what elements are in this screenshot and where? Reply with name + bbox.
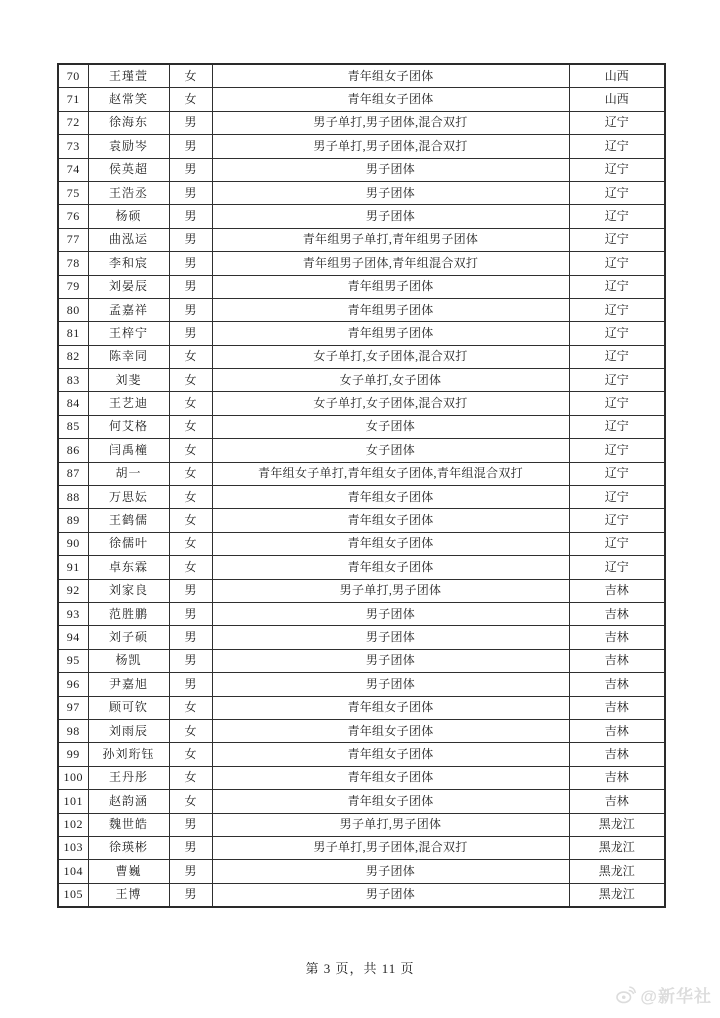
cell-name: 王瑾萱 [88, 64, 169, 88]
cell-events: 青年组女子团体 [212, 88, 569, 111]
watermark-text: @新华社 [640, 987, 712, 1006]
cell-province: 辽宁 [569, 509, 665, 532]
cell-number: 96 [58, 673, 88, 696]
cell-gender: 男 [169, 205, 212, 228]
cell-events: 男子团体 [212, 205, 569, 228]
table-row [58, 743, 665, 766]
cell-province: 黑龙江 [569, 813, 665, 836]
cell-name: 闫禹橦 [88, 439, 169, 462]
cell-province: 辽宁 [569, 205, 665, 228]
cell-number: 77 [58, 228, 88, 251]
cell-gender: 女 [169, 64, 212, 88]
page-number-footer: 第 3 页，共 11 页 [305, 961, 415, 976]
table-row [58, 790, 665, 813]
cell-province: 山西 [569, 64, 665, 88]
cell-events: 男子单打,男子团体 [212, 813, 569, 836]
cell-province: 辽宁 [569, 135, 665, 158]
cell-name: 卓东霖 [88, 556, 169, 579]
cell-events: 青年组女子团体 [212, 719, 569, 742]
cell-events: 男子单打,男子团体 [212, 579, 569, 602]
cell-number: 86 [58, 439, 88, 462]
table-row [58, 322, 665, 345]
cell-province: 吉林 [569, 696, 665, 719]
cell-province: 辽宁 [569, 252, 665, 275]
cell-gender: 女 [169, 88, 212, 111]
table-row [58, 135, 665, 158]
cell-province: 辽宁 [569, 415, 665, 438]
cell-number: 75 [58, 181, 88, 204]
table-row [58, 111, 665, 134]
cell-events: 女子团体 [212, 415, 569, 438]
cell-name: 王博 [88, 883, 169, 907]
cell-name: 胡一 [88, 462, 169, 485]
cell-number: 70 [58, 64, 88, 88]
weibo-icon [615, 986, 637, 1004]
cell-number: 104 [58, 860, 88, 883]
cell-number: 90 [58, 532, 88, 555]
cell-events: 男子团体 [212, 673, 569, 696]
cell-events: 青年组女子团体 [212, 743, 569, 766]
cell-number: 78 [58, 252, 88, 275]
table-row [58, 860, 665, 883]
cell-gender: 女 [169, 719, 212, 742]
cell-gender: 女 [169, 532, 212, 555]
cell-gender: 男 [169, 298, 212, 321]
cell-name: 徐儒叶 [88, 532, 169, 555]
cell-name: 刘斐 [88, 369, 169, 392]
cell-events: 青年组女子团体 [212, 532, 569, 555]
cell-name: 徐瑛彬 [88, 836, 169, 859]
cell-province: 辽宁 [569, 275, 665, 298]
cell-name: 刘雨辰 [88, 719, 169, 742]
cell-province: 山西 [569, 88, 665, 111]
cell-gender: 男 [169, 602, 212, 625]
roster-table-body [58, 64, 665, 907]
cell-gender: 男 [169, 275, 212, 298]
cell-number: 89 [58, 509, 88, 532]
cell-gender: 男 [169, 135, 212, 158]
cell-number: 80 [58, 298, 88, 321]
table-row [58, 462, 665, 485]
table-row [58, 64, 665, 88]
cell-number: 99 [58, 743, 88, 766]
cell-name: 刘子硕 [88, 626, 169, 649]
watermark [615, 982, 712, 1007]
cell-gender: 女 [169, 369, 212, 392]
cell-number: 83 [58, 369, 88, 392]
cell-number: 87 [58, 462, 88, 485]
table-row [58, 205, 665, 228]
cell-gender: 女 [169, 743, 212, 766]
table-row [58, 719, 665, 742]
cell-gender: 男 [169, 322, 212, 345]
cell-name: 袁励岑 [88, 135, 169, 158]
cell-province: 黑龙江 [569, 883, 665, 907]
cell-province: 辽宁 [569, 298, 665, 321]
cell-events: 青年组女子团体 [212, 766, 569, 789]
cell-province: 吉林 [569, 626, 665, 649]
table-row [58, 649, 665, 672]
table-row [58, 275, 665, 298]
cell-events: 男子团体 [212, 626, 569, 649]
cell-number: 79 [58, 275, 88, 298]
cell-events: 女子团体 [212, 439, 569, 462]
table-row [58, 696, 665, 719]
cell-province: 辽宁 [569, 111, 665, 134]
cell-events: 男子团体 [212, 860, 569, 883]
cell-number: 82 [58, 345, 88, 368]
cell-province: 辽宁 [569, 532, 665, 555]
table-row [58, 298, 665, 321]
table-row [58, 626, 665, 649]
cell-number: 97 [58, 696, 88, 719]
cell-name: 杨硕 [88, 205, 169, 228]
cell-province: 辽宁 [569, 345, 665, 368]
cell-events: 男子单打,男子团体,混合双打 [212, 111, 569, 134]
table-row [58, 556, 665, 579]
cell-gender: 男 [169, 228, 212, 251]
cell-province: 辽宁 [569, 392, 665, 415]
cell-name: 万思妘 [88, 486, 169, 509]
cell-gender: 女 [169, 345, 212, 368]
cell-gender: 女 [169, 790, 212, 813]
cell-province: 吉林 [569, 743, 665, 766]
cell-number: 93 [58, 602, 88, 625]
cell-gender: 男 [169, 813, 212, 836]
cell-number: 71 [58, 88, 88, 111]
cell-number: 102 [58, 813, 88, 836]
cell-province: 辽宁 [569, 228, 665, 251]
cell-events: 青年组女子单打,青年组女子团体,青年组混合双打 [212, 462, 569, 485]
cell-gender: 女 [169, 696, 212, 719]
cell-number: 105 [58, 883, 88, 907]
cell-events: 女子单打,女子团体,混合双打 [212, 345, 569, 368]
cell-gender: 女 [169, 415, 212, 438]
roster-table [57, 63, 666, 908]
cell-number: 100 [58, 766, 88, 789]
cell-province: 辽宁 [569, 486, 665, 509]
cell-events: 青年组女子团体 [212, 790, 569, 813]
cell-number: 101 [58, 790, 88, 813]
cell-province: 吉林 [569, 673, 665, 696]
cell-number: 103 [58, 836, 88, 859]
cell-name: 赵韵涵 [88, 790, 169, 813]
cell-gender: 男 [169, 836, 212, 859]
cell-number: 76 [58, 205, 88, 228]
cell-events: 青年组男子团体,青年组混合双打 [212, 252, 569, 275]
cell-number: 88 [58, 486, 88, 509]
cell-name: 陈幸同 [88, 345, 169, 368]
table-row [58, 602, 665, 625]
cell-name: 曲泓运 [88, 228, 169, 251]
table-row [58, 836, 665, 859]
table-row [58, 532, 665, 555]
cell-name: 王浩丞 [88, 181, 169, 204]
table-row [58, 345, 665, 368]
table-row [58, 766, 665, 789]
cell-events: 青年组女子团体 [212, 556, 569, 579]
cell-gender: 男 [169, 883, 212, 907]
cell-name: 曹巍 [88, 860, 169, 883]
cell-number: 81 [58, 322, 88, 345]
cell-name: 王梓宁 [88, 322, 169, 345]
cell-gender: 女 [169, 439, 212, 462]
cell-gender: 女 [169, 556, 212, 579]
table-row [58, 252, 665, 275]
cell-gender: 男 [169, 111, 212, 134]
cell-gender: 女 [169, 462, 212, 485]
cell-number: 73 [58, 135, 88, 158]
cell-name: 何艾格 [88, 415, 169, 438]
cell-province: 吉林 [569, 602, 665, 625]
cell-gender: 男 [169, 158, 212, 181]
cell-events: 青年组女子团体 [212, 696, 569, 719]
cell-number: 85 [58, 415, 88, 438]
cell-province: 黑龙江 [569, 836, 665, 859]
cell-gender: 女 [169, 509, 212, 532]
cell-name: 刘晏辰 [88, 275, 169, 298]
cell-number: 91 [58, 556, 88, 579]
cell-gender: 男 [169, 252, 212, 275]
cell-events: 青年组男子团体 [212, 275, 569, 298]
cell-gender: 男 [169, 579, 212, 602]
cell-events: 男子单打,男子团体,混合双打 [212, 836, 569, 859]
cell-events: 女子单打,女子团体,混合双打 [212, 392, 569, 415]
table-row [58, 509, 665, 532]
cell-province: 吉林 [569, 790, 665, 813]
cell-name: 魏世皓 [88, 813, 169, 836]
cell-events: 青年组男子单打,青年组男子团体 [212, 228, 569, 251]
cell-name: 李和宸 [88, 252, 169, 275]
cell-number: 72 [58, 111, 88, 134]
cell-name: 王丹彤 [88, 766, 169, 789]
cell-events: 男子团体 [212, 181, 569, 204]
table-row [58, 883, 665, 907]
cell-events: 青年组男子团体 [212, 298, 569, 321]
table-row [58, 415, 665, 438]
cell-province: 吉林 [569, 579, 665, 602]
cell-gender: 女 [169, 392, 212, 415]
cell-province: 辽宁 [569, 462, 665, 485]
cell-province: 吉林 [569, 719, 665, 742]
cell-name: 顾可钦 [88, 696, 169, 719]
table-row [58, 158, 665, 181]
cell-events: 青年组女子团体 [212, 509, 569, 532]
cell-province: 吉林 [569, 649, 665, 672]
table-row [58, 392, 665, 415]
cell-name: 徐海东 [88, 111, 169, 134]
cell-events: 男子团体 [212, 158, 569, 181]
table-row [58, 369, 665, 392]
cell-gender: 男 [169, 860, 212, 883]
cell-events: 男子单打,男子团体,混合双打 [212, 135, 569, 158]
cell-events: 男子团体 [212, 602, 569, 625]
cell-name: 杨凯 [88, 649, 169, 672]
cell-gender: 男 [169, 626, 212, 649]
cell-events: 男子团体 [212, 883, 569, 907]
cell-gender: 男 [169, 649, 212, 672]
cell-name: 孟嘉祥 [88, 298, 169, 321]
cell-name: 赵常笑 [88, 88, 169, 111]
cell-events: 女子单打,女子团体 [212, 369, 569, 392]
cell-name: 侯英超 [88, 158, 169, 181]
cell-number: 95 [58, 649, 88, 672]
table-row [58, 486, 665, 509]
cell-province: 辽宁 [569, 158, 665, 181]
cell-number: 98 [58, 719, 88, 742]
table-row [58, 673, 665, 696]
cell-province: 辽宁 [569, 369, 665, 392]
cell-name: 王鹤儒 [88, 509, 169, 532]
cell-gender: 男 [169, 181, 212, 204]
table-row [58, 813, 665, 836]
cell-events: 青年组男子团体 [212, 322, 569, 345]
cell-name: 王艺迪 [88, 392, 169, 415]
table-row [58, 228, 665, 251]
cell-events: 青年组女子团体 [212, 64, 569, 88]
cell-name: 尹嘉旭 [88, 673, 169, 696]
cell-number: 92 [58, 579, 88, 602]
cell-province: 黑龙江 [569, 860, 665, 883]
cell-province: 辽宁 [569, 556, 665, 579]
cell-number: 84 [58, 392, 88, 415]
cell-province: 辽宁 [569, 439, 665, 462]
cell-events: 青年组女子团体 [212, 486, 569, 509]
cell-name: 刘家良 [88, 579, 169, 602]
table-row [58, 88, 665, 111]
cell-number: 94 [58, 626, 88, 649]
cell-gender: 男 [169, 673, 212, 696]
table-row [58, 579, 665, 602]
cell-province: 辽宁 [569, 181, 665, 204]
cell-gender: 女 [169, 766, 212, 789]
cell-events: 男子团体 [212, 649, 569, 672]
cell-province: 辽宁 [569, 322, 665, 345]
table-row [58, 181, 665, 204]
cell-number: 74 [58, 158, 88, 181]
table-row [58, 439, 665, 462]
cell-gender: 女 [169, 486, 212, 509]
cell-province: 吉林 [569, 766, 665, 789]
cell-name: 孙刘珩钰 [88, 743, 169, 766]
cell-name: 范胜鹏 [88, 602, 169, 625]
